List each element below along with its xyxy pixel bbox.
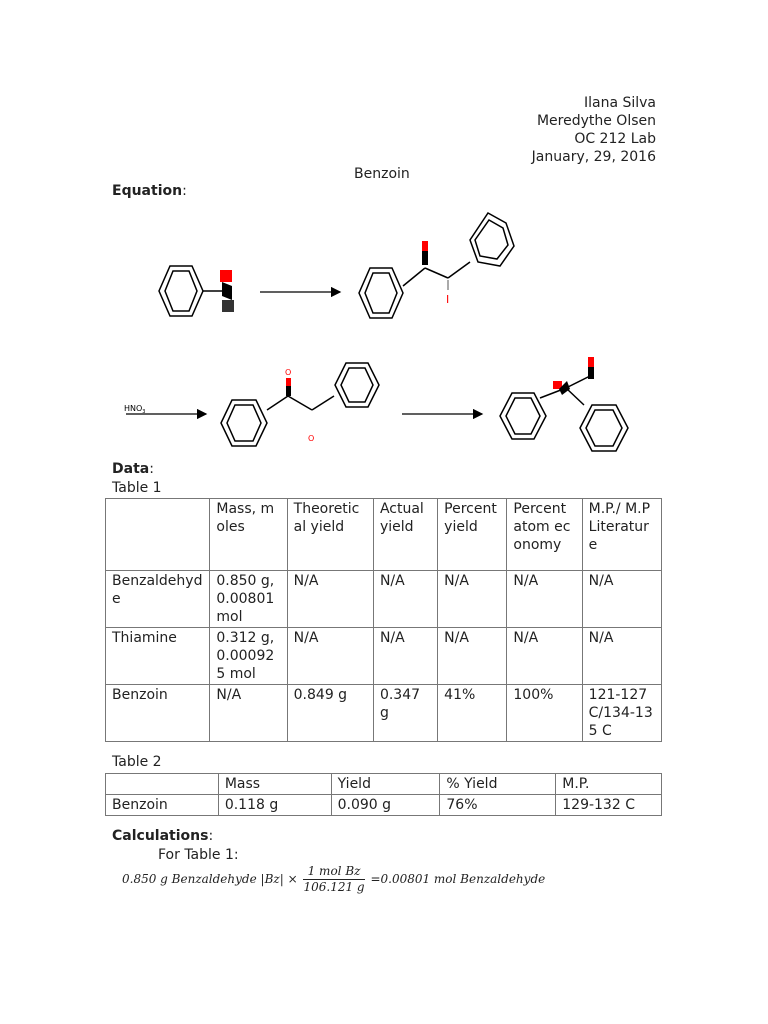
table-cell: N/A bbox=[582, 571, 661, 628]
table-cell: N/A bbox=[287, 571, 373, 628]
table-cell: 0.090 g bbox=[331, 795, 440, 816]
table-cell: N/A bbox=[373, 571, 437, 628]
bond bbox=[403, 268, 425, 286]
formula-times: × bbox=[287, 872, 298, 886]
table-header-cell: Percent yield bbox=[438, 499, 507, 571]
table-cell: 100% bbox=[507, 685, 582, 742]
table-cell: Thiamine bbox=[106, 628, 210, 685]
reagent-label: $HNO_3$ bbox=[124, 404, 146, 415]
table-row bbox=[106, 685, 662, 742]
table-cell: Benzoin bbox=[106, 685, 210, 742]
reaction-scheme bbox=[0, 0, 768, 470]
formula-result: =0.00801 mol Benzaldehyde bbox=[370, 872, 546, 886]
equation-heading: Equation: bbox=[112, 183, 187, 199]
table-cell: N/A bbox=[438, 571, 507, 628]
oxygen-label: O bbox=[308, 434, 315, 443]
table-header-cell: Mass, moles bbox=[210, 499, 287, 571]
table-header-cell: Yield bbox=[331, 774, 440, 795]
oxygen-atom bbox=[422, 241, 428, 251]
table-header-cell bbox=[106, 499, 210, 571]
carbonyl-bond bbox=[422, 251, 428, 265]
author-name-1: Ilana Silva bbox=[583, 95, 656, 111]
table-cell: Benzaldehyde bbox=[106, 571, 210, 628]
oxygen-atom bbox=[220, 270, 232, 282]
carbonyl-bond bbox=[286, 386, 291, 396]
table-cell: N/A bbox=[507, 571, 582, 628]
bond bbox=[312, 396, 334, 410]
table-cell: N/A bbox=[210, 685, 287, 742]
calculation-formula bbox=[122, 864, 545, 895]
table-header-row bbox=[106, 774, 662, 795]
oxygen-atom bbox=[286, 378, 291, 386]
table2-caption: Table 2 bbox=[112, 754, 162, 770]
table-header-cell: Percent atom economy bbox=[507, 499, 582, 571]
benzene-ring bbox=[159, 266, 203, 316]
benzene-ring bbox=[221, 400, 267, 446]
benzene-ring bbox=[335, 363, 379, 407]
course-label: OC 212 Lab bbox=[574, 131, 656, 147]
report-date: January, 29, 2016 bbox=[531, 149, 656, 165]
table-header-cell bbox=[106, 774, 219, 795]
benzene-ring bbox=[580, 405, 628, 451]
fraction-numerator: 1 mol Bz bbox=[303, 864, 364, 880]
table-cell: Benzoin bbox=[106, 795, 219, 816]
bond bbox=[566, 376, 590, 388]
bond bbox=[425, 268, 448, 278]
table-header-cell: M.P. bbox=[556, 774, 662, 795]
author-name-2: Meredythe Olsen bbox=[536, 113, 656, 129]
fraction-denominator: 106.121 g bbox=[303, 880, 365, 894]
data-heading: Data: bbox=[112, 461, 154, 477]
table-1 bbox=[105, 498, 662, 742]
table-cell: N/A bbox=[582, 628, 661, 685]
table1-caption: Table 1 bbox=[112, 480, 162, 496]
table-cell: 0.118 g bbox=[218, 795, 331, 816]
table-header-cell: Mass bbox=[218, 774, 331, 795]
benzene-ring bbox=[470, 213, 514, 266]
oxygen-label: O bbox=[285, 368, 292, 377]
bond bbox=[288, 396, 312, 410]
formula-fraction bbox=[303, 864, 364, 895]
iodine-label: I bbox=[446, 293, 450, 306]
table-header-cell: M.P./ M.P Literature bbox=[582, 499, 661, 571]
wedge-bond bbox=[222, 282, 232, 300]
table-cell: N/A bbox=[373, 628, 437, 685]
table-cell: 0.849 g bbox=[287, 685, 373, 742]
table-cell: 76% bbox=[440, 795, 556, 816]
hash-bond bbox=[222, 300, 234, 312]
calculations-subheading: For Table 1: bbox=[158, 847, 239, 863]
bond bbox=[448, 262, 470, 278]
page-title: Benzoin bbox=[354, 166, 410, 182]
table-row bbox=[106, 628, 662, 685]
formula-abs: |Bz| bbox=[260, 872, 284, 886]
table-cell: N/A bbox=[287, 628, 373, 685]
table-cell: 41% bbox=[438, 685, 507, 742]
bond bbox=[566, 388, 584, 405]
table-header-cell: Actual yield bbox=[373, 499, 437, 571]
table-row bbox=[106, 571, 662, 628]
benzene-ring bbox=[500, 393, 546, 439]
table-cell: 121-127 C/134-135 C bbox=[582, 685, 661, 742]
benzene-ring bbox=[359, 268, 403, 318]
table-2 bbox=[105, 773, 662, 816]
formula-left: 0.850 g Benzaldehyde bbox=[122, 872, 257, 886]
table-cell: N/A bbox=[507, 628, 582, 685]
table-row bbox=[106, 795, 662, 816]
table-cell: 0.312 g, 0.000925 mol bbox=[210, 628, 287, 685]
table-header-cell: % Yield bbox=[440, 774, 556, 795]
table-cell: N/A bbox=[438, 628, 507, 685]
table-header-cell: Theoretical yield bbox=[287, 499, 373, 571]
oxygen-atom bbox=[588, 357, 594, 367]
table-cell: 0.850 g, 0.00801 mol bbox=[210, 571, 287, 628]
calculations-heading: Calculations: bbox=[112, 828, 214, 844]
table-header-row bbox=[106, 499, 662, 571]
carbonyl-bond bbox=[588, 367, 594, 379]
table-cell: 0.347 g bbox=[373, 685, 437, 742]
bond bbox=[267, 396, 288, 410]
table-cell: 129-132 C bbox=[556, 795, 662, 816]
